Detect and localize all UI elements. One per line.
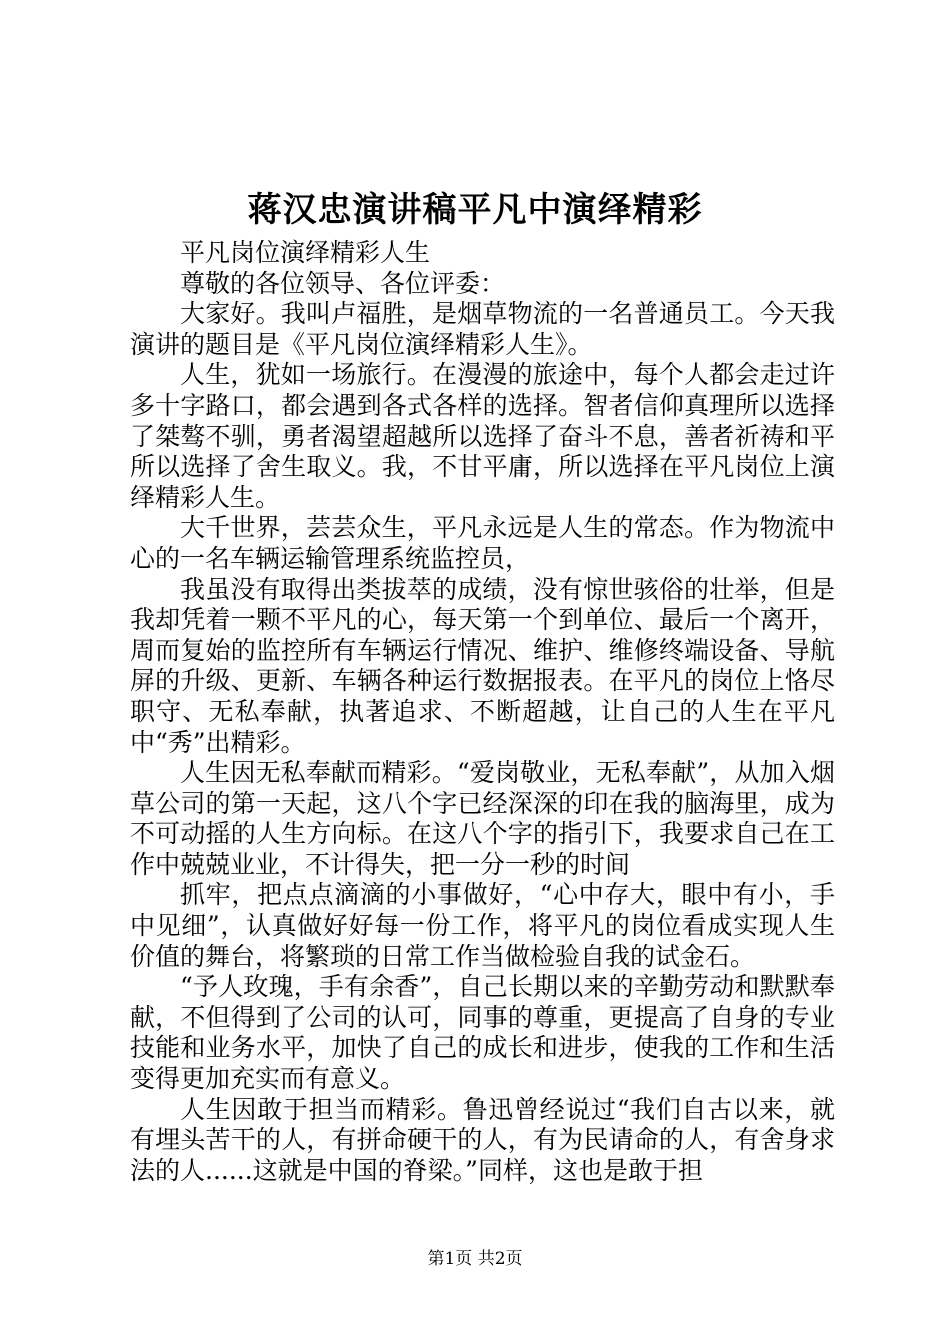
paragraph: 抓牢，把点点滴滴的小事做好，“心中存大，眼中有小，手中见细”，认真做好好每一份工作，将平凡的岗位看成实现人生价值的舞台，将繁琐的日常工作当做检验自我的试金石。 [130,880,835,971]
paragraph: 尊敬的各位领导、各位评委： [180,268,506,298]
paragraph: 我虽没有取得出类拔萃的成绩，没有惊世骇俗的壮举，但是我却凭着一颗不平凡的心，每天第一个到单位、最后一个离开，周而复始的监控所有车辆运行情况、维护、维修终端设备、导航屏的升级、更新、车辆各种运行数据报表。在平凡的岗位上恪尽职守、无私奉献，执著追求、不断超越，让自己的人生在平凡中“秀”出精彩。 [130,574,835,757]
page-footer: 第1页 共2页 [427,1249,523,1269]
paragraph: 人生因无私奉献而精彩。“爱岗敬业，无私奉献”，从加入烟草公司的第一天起，这八个字已经深深的印在我的脑海里，成为不可动摇的人生方向标。在这八个字的指引下，我要求自己在工作中兢兢业业，不计得失，把一分一秒的时间 [130,758,835,879]
paragraph: 人生因敢于担当而精彩。鲁迅曾经说过“我们自古以来，就有埋头苦干的人，有拼命硬干的人，有为民请命的人，有舍身求法的人......这就是中国的脊梁。”同样，这也是敢于担 [130,1094,835,1185]
document-body [130,238,835,1186]
paragraph: 人生，犹如一场旅行。在漫漫的旅途中，每个人都会走过许多十字路口，都会遇到各式各样的选择。智者信仰真理所以选择了桀骜不驯，勇者渴望超越所以选择了奋斗不息，善者祈祷和平所以选择了舍生取义。我，不甘平庸，所以选择在平凡岗位上演绎精彩人生。 [130,360,835,512]
paragraph: 平凡岗位演绎精彩人生 [180,238,431,267]
paragraph: “予人玫瑰，手有余香”，自己长期以来的辛勤劳动和默默奉献，不但得到了公司的认可，同事的尊重，更提高了自身的专业技能和业务水平，加快了自己的成长和进步，使我的工作和生活变得更加充实而有意义。 [130,972,835,1094]
paragraph: 大家好。我叫卢福胜，是烟草物流的一名普通员工。今天我演讲的题目是《平凡岗位演绎精彩人生》。 [130,299,835,359]
paragraph: 大千世界，芸芸众生，平凡永远是人生的常态。作为物流中心的一名车辆运输管理系统监控员， [130,513,835,573]
document-title: 蒋汉忠演讲稿平凡中演绎精彩 [247,190,703,230]
